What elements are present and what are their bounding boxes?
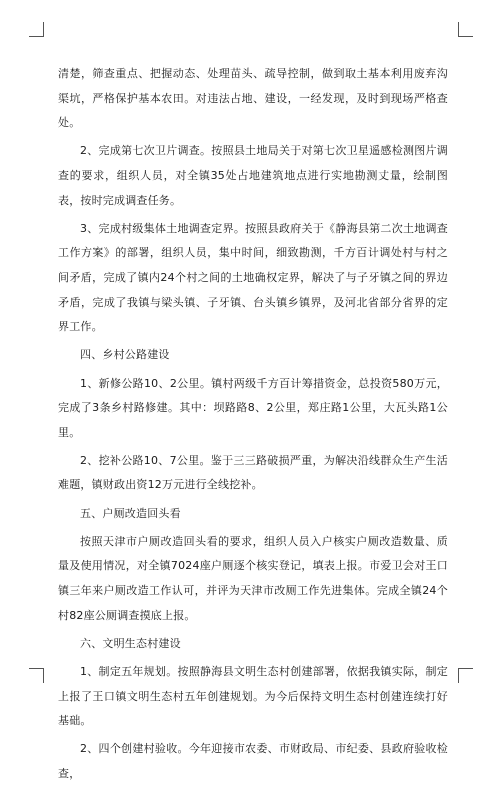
paragraph-satellite-survey: 2、完成第七次卫片调查。按照县土地局关于对第七次卫星遥感检测图片调查的要求，组织人员，对全镇35处占地建筑地点进行实地勘测丈量，绘制图表，按时完成调查任务。 <box>58 144 448 207</box>
paragraph-five-year-plan: 1、制定五年规划。按照静海县文明生态村创建部署，依据我镇实际，制定上报了王口镇文明生态村五年创建规划。为今后保持文明生态村创建连续打好基础。 <box>58 665 448 728</box>
paragraph-village-inspection: 2、四个创建村验收。今年迎接市农委、市财政局、市纪委、县政府验收检查， <box>58 742 448 780</box>
document-body <box>58 62 448 790</box>
corner-mark-bottom-right <box>458 668 473 683</box>
paragraph-land-boundary: 3、完成村级集体土地调查定界。按照县政府关于《静海县第二次土地调查工作方案》的部署，组织人员，集中时间，细致勘测，千方百计调处村与村之间矛盾，完成了镇内24个村之间的土地确权定界，解决了与子牙镇之间的界边矛盾，完成了我镇与梁头镇、子牙镇、台头镇乡镇界，及河北省部分省界的定界工作。 <box>58 221 448 334</box>
corner-mark-top-right <box>458 22 473 37</box>
section-heading-toilet-review: 五、户厕改造回头看 <box>80 506 181 520</box>
paragraph-new-roads: 1、新修公路10、2公里。镇村两级千方百计筹措资金，总投资580万元，完成了3条乡村路修建。其中：坝路路8、2公里，郑庄路1公里，大瓦头路1公里。 <box>58 376 448 439</box>
corner-mark-bottom-left <box>29 668 44 683</box>
section-heading-eco-village: 六、文明生态村建设 <box>80 636 181 650</box>
section-heading-rural-roads: 四、乡村公路建设 <box>80 348 170 362</box>
corner-mark-top-left <box>29 22 44 37</box>
paragraph-continuation: 清楚，筛查重点、把握动态、处理苗头、疏导控制，做到取土基本利用废弃沟渠坑，严格保护基本农田。对违法占地、建设，一经发现，及时到现场严格查处。 <box>58 67 448 130</box>
paragraph-toilet-survey: 按照天津市户厕改造回头看的要求，组织人员入户核实户厕改造数量、质量及使用情况，对全镇7024座户厕逐个核实登记，填表上报。市爱卫会对王口镇三年来户厕改造工作认可，并评为天津市改厕工作先进集体。完成全镇24个村82座公厕调查摸底上报。 <box>58 534 448 622</box>
paragraph-road-repair: 2、挖补公路10、7公里。鉴于三三路破损严重，为解决沿线群众生产生活难题，镇财政出资12万元进行全线挖补。 <box>58 453 448 492</box>
